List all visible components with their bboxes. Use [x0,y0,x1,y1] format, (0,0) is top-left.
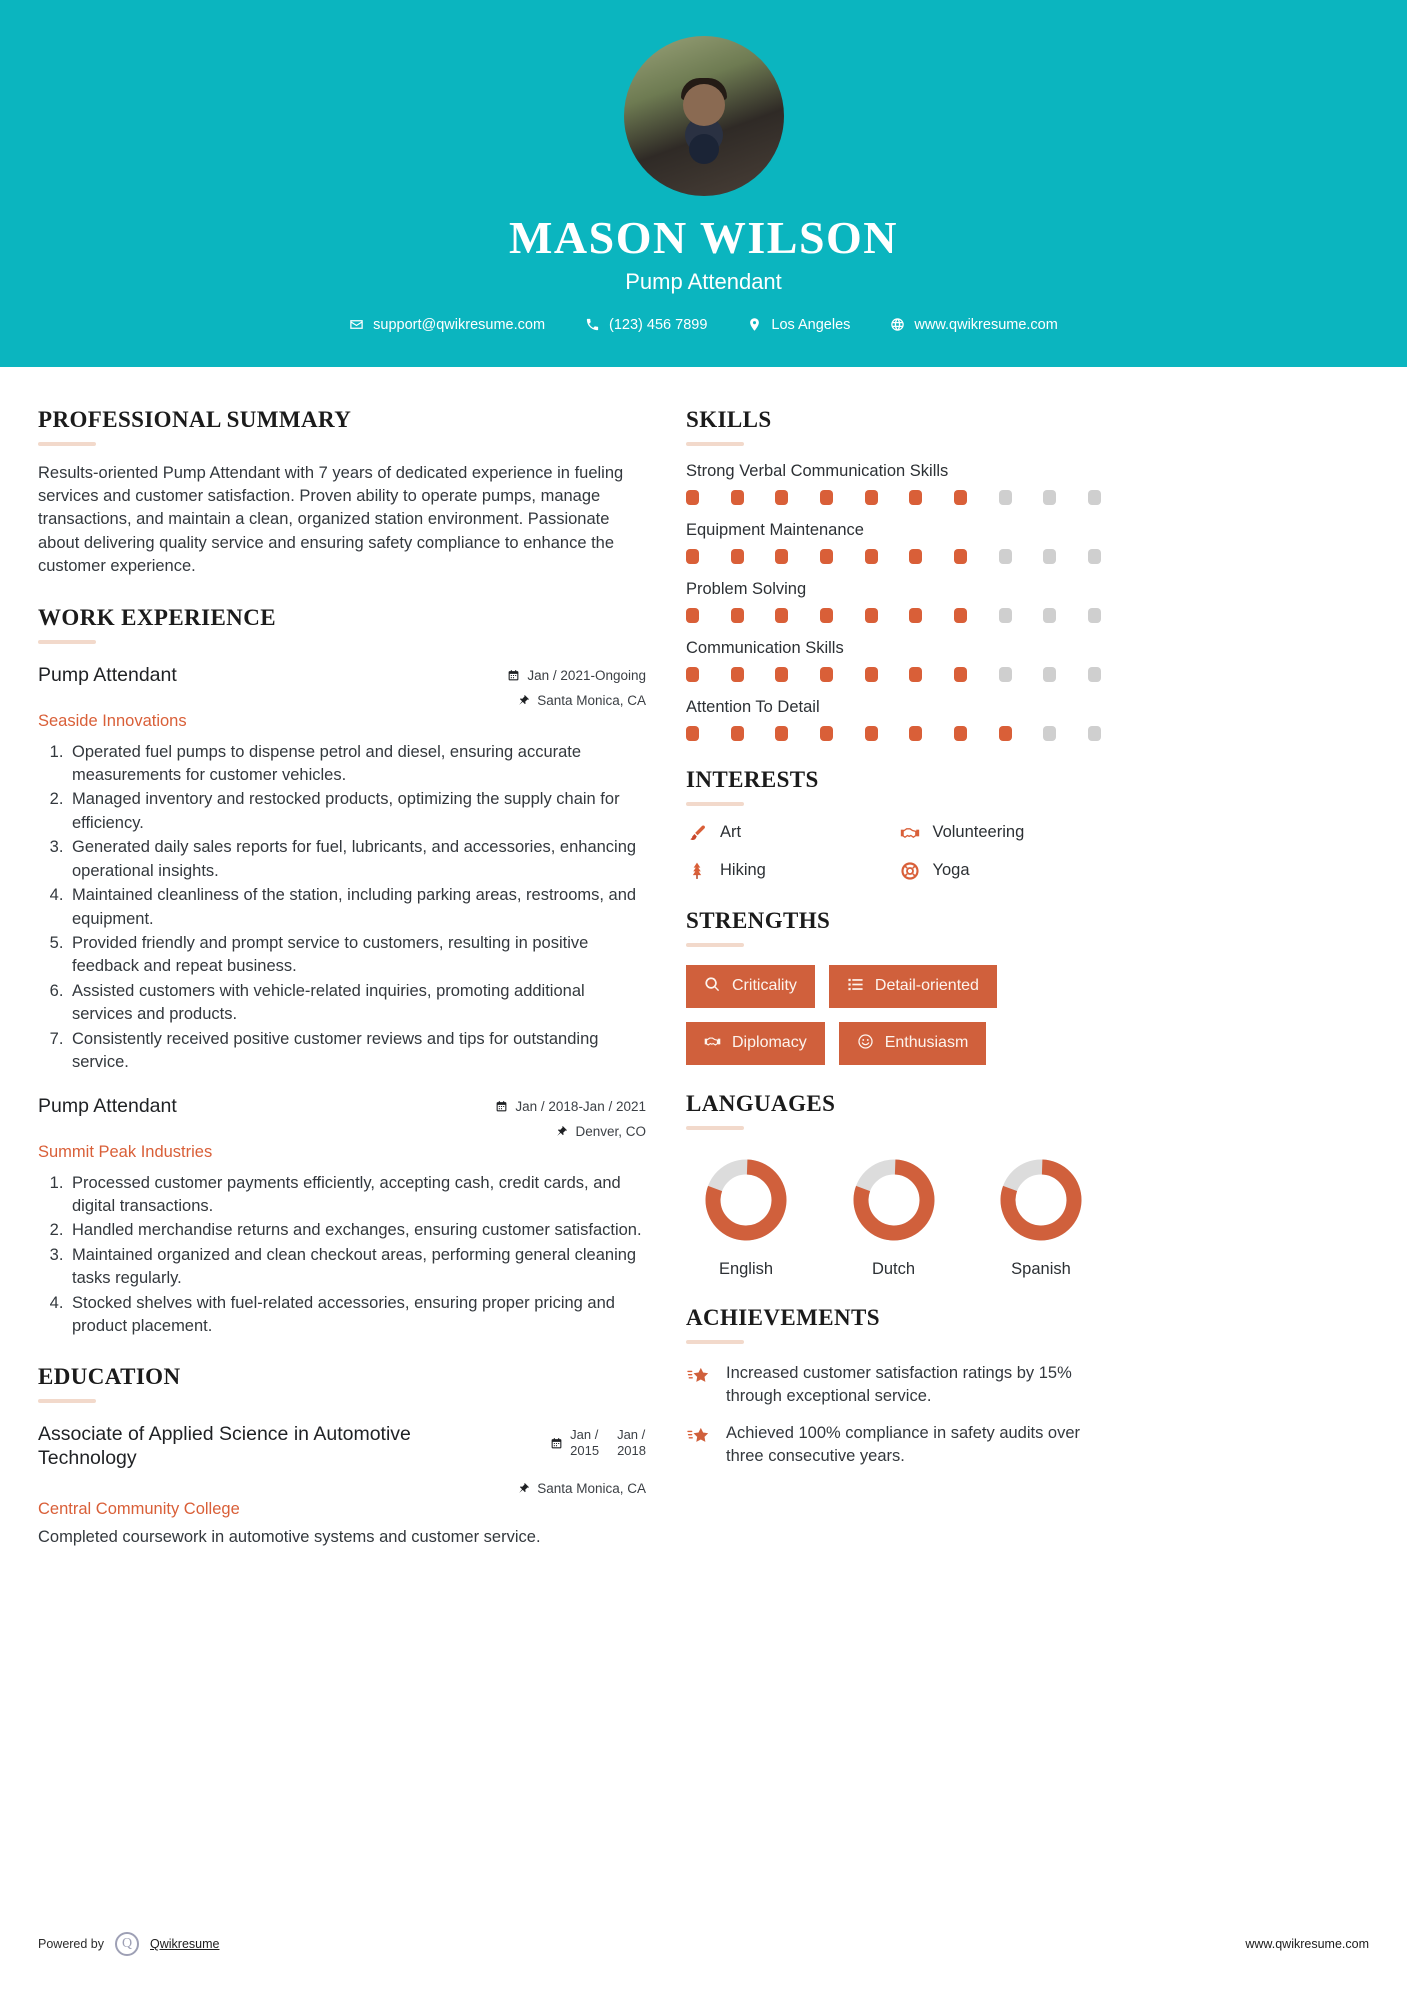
skill-rating-dot [999,549,1012,564]
footer-website: www.qwikresume.com [1245,1937,1369,1951]
skill-rating-dot [686,608,699,623]
skill-rating-dot [1088,667,1101,682]
section-rule [686,442,744,446]
map-pin-icon [555,1125,568,1138]
contact-phone-text: (123) 456 7899 [609,316,708,333]
interest-item [899,822,1102,844]
section-title-languages: LANGUAGES [686,1090,836,1116]
job-company: Summit Peak Industries [38,1142,213,1161]
interest-item [686,860,889,882]
skill-rating-dot [954,608,967,623]
section-work-experience [38,605,646,1339]
section-title-strengths: STRENGTHS [686,907,831,933]
skill-rating-dot [909,726,922,741]
contact-website-text: www.qwikresume.com [914,316,1058,333]
star-icon [686,1424,712,1448]
language-item [981,1154,1101,1279]
phone-icon [585,317,600,332]
strength-label: Detail-oriented [874,977,979,995]
calendar-icon [550,1437,563,1450]
interest-label: Yoga [932,861,970,880]
skill-rating-dot [1088,549,1101,564]
section-strengths [686,908,1101,1065]
star-icon [686,1364,712,1388]
map-pin-icon [517,1482,530,1495]
contact-email-text: support@qwikresume.com [373,316,546,333]
job-bullet: 7. Consistently received positive customer reviews and tips for outstanding service. [68,1028,646,1075]
section-title-education: EDUCATION [38,1364,181,1390]
language-item [834,1154,954,1279]
work-experience-entry [38,1095,646,1339]
job-bullet: 1. Operated fuel pumps to dispense petrol and diesel, ensuring accurate measurements for customer vehicles. [68,741,646,788]
job-bullet: 6. Assisted customers with vehicle-related inquiries, promoting additional services and products. [68,980,646,1027]
skill-rating-dot [999,667,1012,682]
interest-label: Art [720,823,742,842]
section-title-interests: INTERESTS [686,766,819,792]
resume-body [0,367,1407,1902]
skill-rating [686,549,1101,564]
skill-rating-dot [775,608,788,623]
language-label: English [718,1259,774,1278]
skill-rating-dot [686,549,699,564]
skill-rating-dot [999,726,1012,741]
job-bullet: 4. Stocked shelves with fuel-related accessories, ensuring proper pricing and product placement. [68,1292,646,1339]
skill-rating-dot [1088,490,1101,505]
footer-powered-by: Powered by [38,1937,105,1951]
language-label: Spanish [1011,1259,1071,1278]
job-bullet: 2. Handled merchandise returns and exchanges, ensuring customer satisfaction. [68,1219,646,1242]
job-title: Pump Attendant [38,663,177,686]
section-education [38,1364,646,1549]
skill-rating-dot [775,726,788,741]
skill-rating-dot [954,549,967,564]
section-skills [686,407,1101,741]
lifebuoy-icon [899,860,921,882]
skill-rating [686,608,1101,623]
education-location: Santa Monica, CA [537,1480,646,1496]
achievement-item [686,1422,1101,1468]
section-rule [38,1399,96,1403]
candidate-name: MASON WILSON [508,212,899,263]
section-rule [686,1340,744,1344]
skill-rating-dot [909,667,922,682]
calendar-icon [495,1100,508,1113]
skill-rating-dot [865,667,878,682]
education-description: Completed coursework in automotive systems and customer service. [38,1527,541,1546]
skill-rating-dot [999,608,1012,623]
skill-rating-dot [775,549,788,564]
skill-rating-dot [909,608,922,623]
skill-item [686,639,1101,682]
section-rule [38,640,96,644]
skill-rating-dot [775,667,788,682]
education-entry [38,1423,646,1549]
interest-label: Volunteering [932,823,1025,842]
skill-rating [686,726,1101,741]
map-pin-icon [747,317,762,332]
skill-item [686,580,1101,623]
education-date-start: Jan / 2015 [570,1427,600,1459]
skill-rating [686,490,1101,505]
contact-email[interactable] [349,317,545,333]
right-column [686,407,1101,1902]
achievement-text: Achieved 100% compliance in safety audits over three consecutive years. [726,1423,1081,1465]
skill-label: Strong Verbal Communication Skills [686,461,949,480]
skill-rating-dot [1043,490,1056,505]
language-donut-chart [995,1154,1087,1246]
job-bullet: 1. Processed customer payments efficiently, accepting cash, credit cards, and digital transactions. [68,1172,646,1219]
language-label: Dutch [871,1259,916,1278]
skill-rating-dot [954,667,967,682]
resume-header [0,0,1407,367]
list-icon [847,976,864,997]
skill-rating-dot [1043,726,1056,741]
globe-icon [890,317,905,332]
skill-rating [686,667,1101,682]
job-location: Denver, CO [575,1123,646,1139]
skill-label: Attention To Detail [686,697,820,716]
skill-rating-dot [731,667,744,682]
languages-list [686,1154,1101,1279]
skill-rating-dot [865,608,878,623]
achievement-item [686,1362,1101,1408]
search-icon [704,976,721,997]
job-bullet: 3. Generated daily sales reports for fuel, lubricants, and accessories, enhancing operational insights. [68,836,646,883]
job-location: Santa Monica, CA [537,692,646,708]
skill-rating-dot [686,667,699,682]
contact-website[interactable] [890,317,1057,333]
section-title-professional-summary: PROFESSIONAL SUMMARY [38,406,352,432]
skill-rating-dot [999,490,1012,505]
job-bullet-list [38,1172,646,1339]
skill-rating-dot [954,726,967,741]
section-achievements [686,1305,1101,1468]
section-professional-summary [38,407,646,579]
strength-label: Diplomacy [732,1034,807,1052]
skill-rating-dot [865,549,878,564]
contact-location [747,317,850,333]
achievement-text: Increased customer satisfaction ratings by 15% through exceptional service. [726,1363,1072,1405]
interest-item [686,822,889,844]
skill-label: Equipment Maintenance [686,520,864,539]
skill-rating-dot [820,726,833,741]
skill-rating-dot [1043,549,1056,564]
skill-item [686,521,1101,564]
skill-rating-dot [731,490,744,505]
section-rule [686,1126,744,1130]
section-rule [38,442,96,446]
education-list [38,1423,646,1549]
skill-item [686,462,1101,505]
strength-chip [686,965,815,1008]
skill-rating-dot [686,726,699,741]
skill-label: Communication Skills [686,638,844,657]
job-bullet: 3. Maintained organized and clean checkout areas, performing general cleaning tasks regularly. [68,1244,646,1291]
job-bullet: 2. Managed inventory and restocked products, optimizing the supply chain for efficiency. [68,788,646,835]
qwikresume-logo-icon: Q [115,1932,139,1956]
candidate-role: Pump Attendant [625,268,782,294]
work-experience-list [38,664,646,1339]
handshake-icon [704,1033,721,1054]
work-experience-entry [38,664,646,1075]
tree-icon [686,860,708,882]
job-company: Seaside Innovations [38,711,187,730]
job-title: Pump Attendant [38,1094,177,1117]
job-bullet-list [38,741,646,1075]
skill-rating-dot [1043,608,1056,623]
job-dates: Jan / 2018-Jan / 2021 [515,1098,646,1114]
interests-list [686,822,1101,882]
section-rule [686,802,744,806]
section-title-work-experience: WORK EXPERIENCE [38,604,276,630]
skill-rating-dot [820,490,833,505]
skill-rating-dot [820,549,833,564]
interest-item [899,860,1102,882]
resume-footer [0,1902,1407,1990]
section-languages [686,1091,1101,1279]
strengths-list [686,965,1101,1065]
avatar [624,36,784,196]
section-interests [686,767,1101,882]
strength-label: Enthusiasm [884,1034,969,1052]
job-dates: Jan / 2021-Ongoing [527,667,646,683]
achievements-list [686,1362,1101,1468]
skill-rating-dot [731,549,744,564]
calendar-icon [507,669,520,682]
education-degree: Associate of Applied Science in Automotive Technology [38,1423,411,1470]
skills-list [686,462,1101,741]
strength-chip [686,1022,825,1065]
job-bullet: 4. Maintained cleanliness of the station, including parking areas, restrooms, and equipment. [68,884,646,931]
skill-label: Problem Solving [686,579,807,598]
map-pin-icon [517,694,530,707]
paintbrush-icon [686,822,708,844]
job-bullet: 5. Provided friendly and prompt service to customers, resulting in positive feedback and repeat business. [68,932,646,979]
skill-rating-dot [909,549,922,564]
strength-label: Criticality [732,977,797,995]
skill-rating-dot [820,667,833,682]
skill-rating-dot [775,490,788,505]
skill-rating-dot [1088,608,1101,623]
skill-rating-dot [731,726,744,741]
footer-brand-link[interactable]: Qwikresume [150,1937,220,1951]
contact-bar [0,317,1407,333]
skill-item [686,698,1101,741]
language-donut-chart [848,1154,940,1246]
contact-location-text: Los Angeles [771,316,851,333]
smiley-icon [857,1033,874,1054]
skill-rating-dot [686,490,699,505]
skill-rating-dot [865,726,878,741]
section-title-skills: SKILLS [686,406,772,432]
skill-rating-dot [820,608,833,623]
envelope-icon [349,317,364,332]
education-school: Central Community College [38,1499,240,1518]
skill-rating-dot [1043,667,1056,682]
skill-rating-dot [909,490,922,505]
skill-rating-dot [954,490,967,505]
education-date-end: Jan / 2018 [617,1427,646,1459]
skill-rating-dot [865,490,878,505]
left-column [38,407,646,1902]
contact-phone[interactable] [585,317,707,333]
strength-chip [839,1022,987,1065]
skill-rating-dot [731,608,744,623]
strength-chip [829,965,997,1008]
handshake-icon [899,822,921,844]
skill-rating-dot [1088,726,1101,741]
section-rule [686,943,744,947]
professional-summary-text: Results-oriented Pump Attendant with 7 years of dedicated experience in fueling services and customer satisfaction. Proven ability to operate pumps, manage transactions, and maintain a clean, organized station environment. Passionate about delivering quality service and ensuring safety compliance to enhance the customer experience. [38,463,624,576]
language-donut-chart [700,1154,792,1246]
footer-branding [38,1932,219,1956]
section-title-achievements: ACHIEVEMENTS [686,1304,880,1330]
interest-label: Hiking [720,861,766,880]
language-item [686,1154,806,1279]
